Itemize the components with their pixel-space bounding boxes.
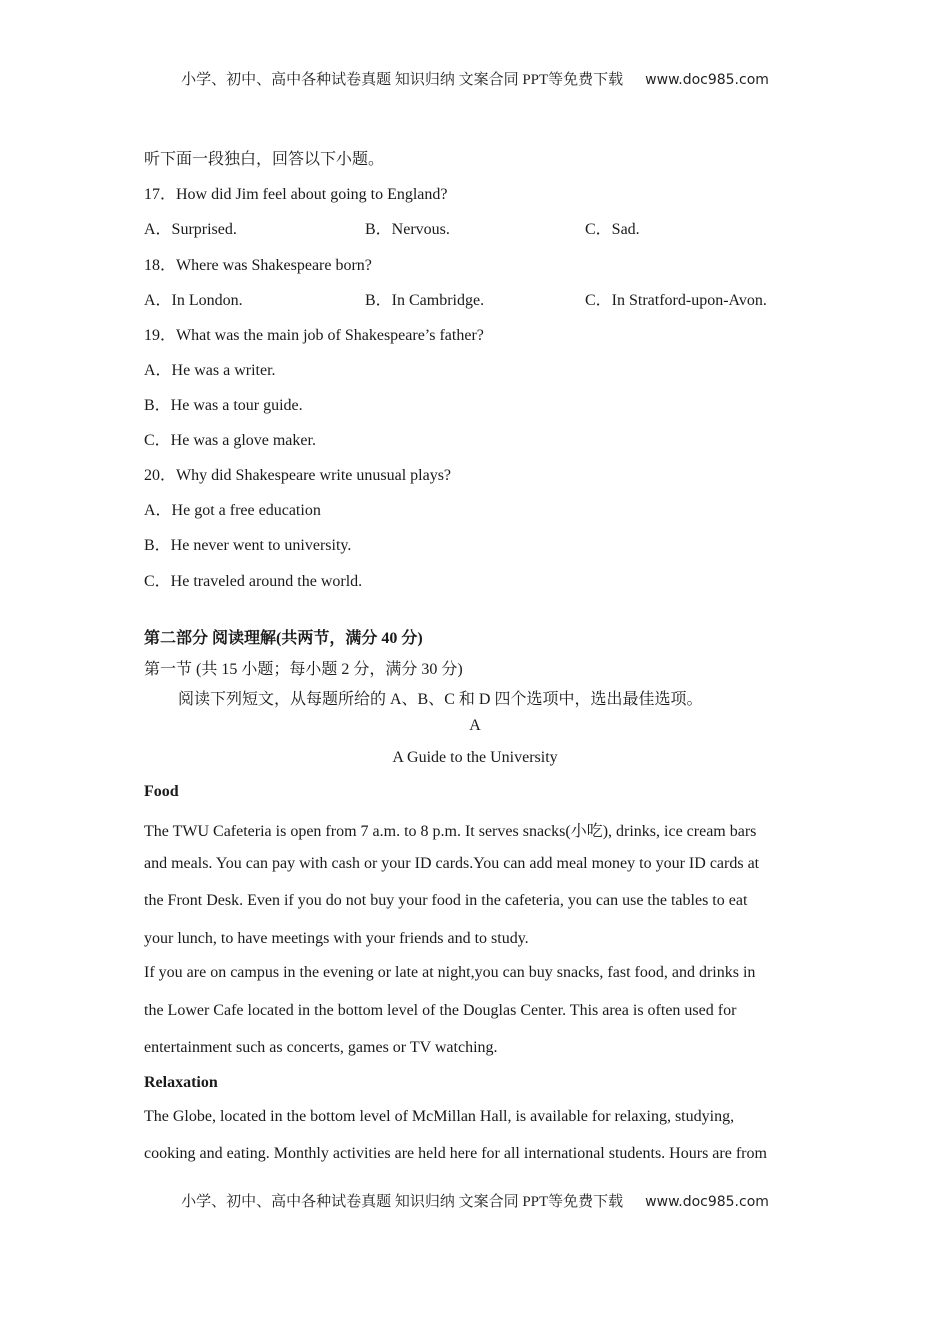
question-19-stem: 19．What was the main job of Shakespeare’s father? [144,327,484,344]
food-line: and meals. You can pay with cash or your ID cards.You can add meal money to your ID cards at [144,855,760,872]
footer-text: 小学、初中、高中各种试卷真题 知识归纳 文案合同 PPT等免费下载 [181,1194,624,1210]
question-19-option-a: A．He was a writer. [144,362,276,379]
question-18-option-b: B．In Cambridge. [365,292,485,309]
question-17-stem: 17．How did Jim feel about going to England? [144,186,448,203]
part2-instruction: 阅读下列短文，从每题所给的 A、B、C 和 D 四个选项中，选出最佳选项。 [178,691,703,708]
food-line: entertainment such as concerts, games or TV watching. [144,1039,498,1056]
page-header [0,68,950,89]
part2-section: 第一节 (共 15 小题；每小题 2 分，满分 30 分) [144,661,463,678]
question-17-option-c: C．Sad. [585,221,640,238]
passage-letter: A [469,717,481,734]
page-footer [0,1190,950,1211]
question-20-stem: 20．Why did Shakespeare write unusual plays? [144,467,452,484]
relaxation-line: The Globe, located in the bottom level of McMillan Hall, is available for relaxing, studying, [144,1108,735,1125]
food-line: your lunch, to have meetings with your friends and to study. [144,930,529,947]
food-line: The TWU Cafeteria is open from 7 a.m. to 8 p.m. It serves snacks(小吃), drinks, ice cream bars [144,823,757,840]
food-line: the Front Desk. Even if you do not buy your food in the cafeteria, you can use the tables to eat [144,892,748,909]
question-18-option-a: A．In London. [144,292,243,309]
question-17-option-b: B．Nervous. [365,221,450,238]
question-20-option-c: C．He traveled around the world. [144,573,363,590]
footer-site-link[interactable]: www.doc985.com [645,1194,769,1210]
question-20-option-a: A．He got a free education [144,502,321,519]
header-text: 小学、初中、高中各种试卷真题 知识归纳 文案合同 PPT等免费下载 [181,72,624,88]
part2-title: 第二部分 阅读理解(共两节，满分 40 分) [144,630,423,647]
food-line: If you are on campus in the evening or late at night,you can buy snacks, fast food, and drinks in [144,964,756,981]
food-line: the Lower Cafe located in the bottom level of the Douglas Center. This area is often used for [144,1002,737,1019]
passage-title: A Guide to the University [392,749,558,766]
question-19-option-b: B．He was a tour guide. [144,397,303,414]
relaxation-line: cooking and eating. Monthly activities are held here for all international students. Hours are from [144,1145,767,1162]
header-site-link[interactable]: www.doc985.com [645,72,769,88]
question-17-option-a: A．Surprised. [144,221,237,238]
food-heading: Food [144,783,179,800]
question-18-stem: 18．Where was Shakespeare born? [144,257,372,274]
relaxation-heading: Relaxation [144,1074,218,1091]
question-19-option-c: C．He was a glove maker. [144,432,316,449]
question-18-option-c: C．In Stratford-upon-Avon. [585,292,767,309]
question-20-option-b: B．He never went to university. [144,537,352,554]
listening-intro: 听下面一段独白，回答以下小题。 [144,151,385,168]
